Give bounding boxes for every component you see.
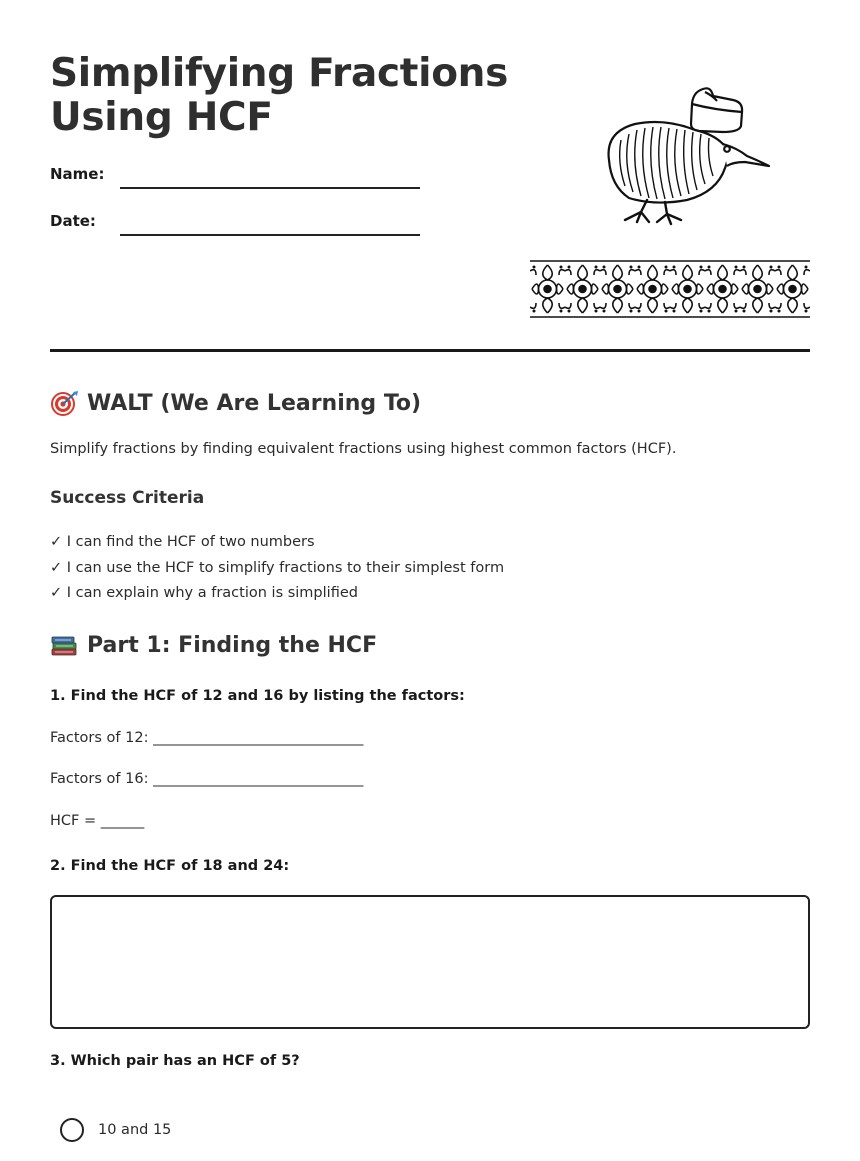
success-criteria-heading: Success Criteria [50,488,205,508]
walt-heading-text: WALT (We Are Learning To) [87,390,422,416]
section-divider [50,349,810,352]
part1-heading [50,632,377,658]
hcf-answer-field[interactable]: HCF = ______ [50,813,145,829]
question-3: 3. Which pair has an HCF of 5? [50,1053,300,1069]
radio-button[interactable] [60,1118,84,1142]
page-title [50,52,510,140]
walt-heading [50,390,421,416]
date-line[interactable] [120,234,420,236]
ornamental-border-pattern [530,257,810,321]
date-label: Date: [50,212,96,230]
target-dart-icon [50,390,80,416]
success-criteria-list [50,533,504,610]
question-2: 2. Find the HCF of 18 and 24: [50,858,290,874]
factors-16-field[interactable]: Factors of 16: _____________________________ [50,771,364,787]
name-line[interactable] [120,187,420,189]
list-item: ✓ I can find the HCF of two numbers [50,534,315,550]
worksheet-page [50,0,810,1161]
option-label: 10 and 15 [98,1122,172,1138]
date-field[interactable] [50,212,430,242]
name-label: Name: [50,165,105,183]
walt-text: Simplify fractions by finding equivalent fractions using highest common factors (HCF). [50,441,677,457]
factors-12-field[interactable]: Factors of 12: _____________________________ [50,730,364,746]
part1-heading-text: Part 1: Finding the HCF [87,632,378,658]
title-line-2: Using HCF [50,95,273,140]
question-2-answer-box[interactable] [50,895,810,1029]
list-item: ✓ I can explain why a fraction is simplified [50,585,358,601]
name-field[interactable] [50,165,430,195]
question-1: 1. Find the HCF of 12 and 16 by listing the factors: [50,688,465,704]
title-line-1: Simplifying Fractions [50,51,509,96]
kiwi-bird-with-cake-icon [595,82,775,227]
list-item: ✓ I can use the HCF to simplify fractions to their simplest form [50,559,505,576]
question-3-option-1[interactable] [60,1118,171,1142]
books-icon [50,632,80,658]
